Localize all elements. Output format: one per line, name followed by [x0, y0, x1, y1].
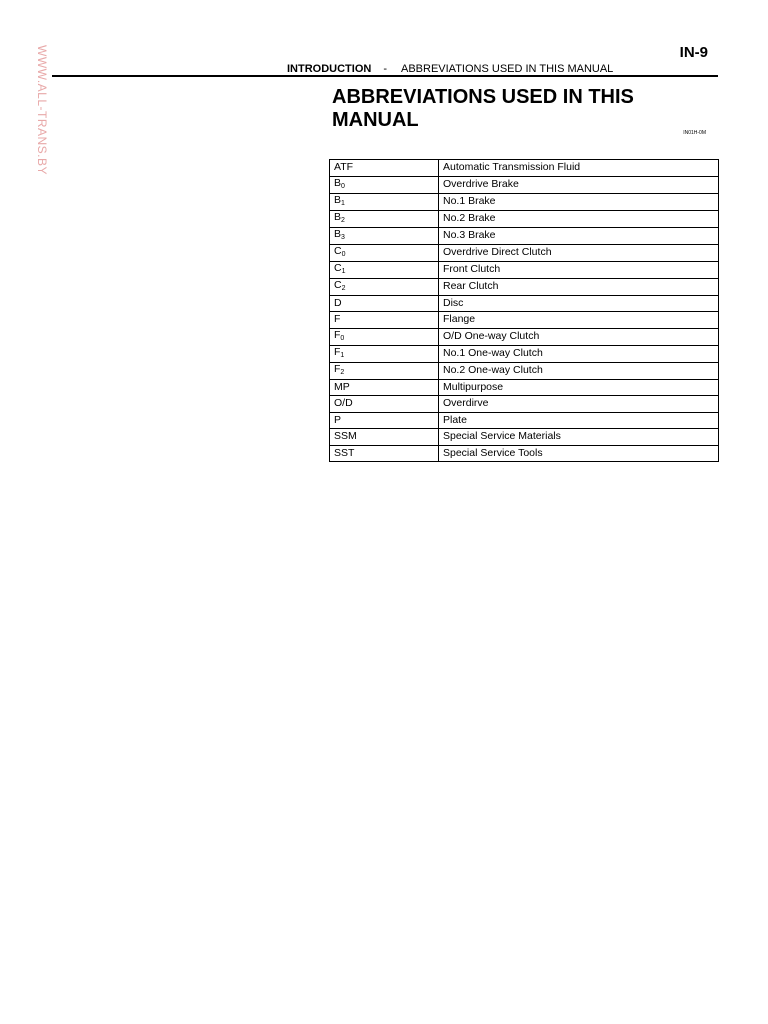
abbreviation-cell — [330, 176, 439, 193]
table-row — [330, 345, 719, 362]
meaning-cell: No.2 One-way Clutch — [439, 362, 719, 379]
abbreviation-subscript: 3 — [341, 233, 345, 241]
reference-code: IN01H-0M — [683, 130, 706, 136]
abbreviation-text: B — [334, 210, 342, 223]
meaning-cell: No.1 Brake — [439, 193, 719, 210]
meaning-cell: Disc — [439, 295, 719, 312]
meaning-cell: Special Service Tools — [439, 445, 719, 462]
header-subsection: ABBREVIATIONS USED IN THIS MANUAL — [401, 63, 614, 75]
abbreviation-text: SSM — [334, 430, 357, 443]
abbreviation-text: F — [334, 328, 341, 341]
meaning-cell: No.2 Brake — [439, 210, 719, 227]
abbreviation-text: C — [334, 261, 342, 274]
abbreviation-text: C — [334, 244, 342, 257]
header-separator: - — [383, 63, 387, 75]
table-row — [330, 227, 719, 244]
table-row — [330, 412, 719, 429]
abbreviation-text: B — [334, 176, 342, 189]
meaning-cell: No.3 Brake — [439, 227, 719, 244]
meaning-cell: Multipurpose — [439, 379, 719, 396]
abbreviation-text: SST — [334, 446, 355, 459]
table-row — [330, 429, 719, 446]
table-row — [330, 176, 719, 193]
abbreviation-text: P — [334, 413, 342, 426]
abbreviation-subscript: 2 — [341, 284, 346, 292]
abbreviations-table-body — [330, 160, 719, 462]
table-row — [330, 244, 719, 261]
abbreviation-text: B — [334, 193, 342, 206]
abbreviation-subscript: 0 — [341, 182, 345, 190]
abbreviation-cell — [330, 278, 439, 295]
table-row — [330, 379, 719, 396]
meaning-cell: Overdrive Brake — [439, 176, 719, 193]
table-row — [330, 445, 719, 462]
meaning-cell: Overdrive Direct Clutch — [439, 244, 719, 261]
abbreviation-cell — [330, 362, 439, 379]
table-row — [330, 396, 719, 413]
abbreviation-cell — [330, 227, 439, 244]
table-row — [330, 312, 719, 329]
table-row — [330, 295, 719, 312]
meaning-cell: Rear Clutch — [439, 278, 719, 295]
table-row — [330, 261, 719, 278]
header-section: INTRODUCTION — [287, 63, 372, 75]
abbreviation-subscript: 0 — [341, 250, 346, 258]
abbreviation-subscript: 2 — [340, 368, 345, 376]
meaning-cell: Overdirve — [439, 396, 719, 413]
abbreviation-cell — [330, 295, 439, 312]
abbreviation-text: C — [334, 278, 342, 291]
abbreviation-cell — [330, 328, 439, 345]
page-title: ABBREVIATIONS USED IN THIS MANUAL — [332, 86, 634, 131]
meaning-cell: Flange — [439, 312, 719, 329]
abbreviation-text: MP — [334, 380, 350, 393]
meaning-cell: O/D One-way Clutch — [439, 328, 719, 345]
table-row — [330, 193, 719, 210]
abbreviation-cell — [330, 345, 439, 362]
abbreviation-text: B — [334, 227, 342, 240]
meaning-cell: Special Service Materials — [439, 429, 719, 446]
table-row — [330, 362, 719, 379]
abbreviation-cell — [330, 312, 439, 329]
abbreviation-text: D — [334, 296, 342, 309]
table-row — [330, 328, 719, 345]
abbreviation-cell — [330, 412, 439, 429]
abbreviation-text: F — [334, 313, 341, 326]
abbreviation-text: ATF — [334, 161, 354, 174]
abbreviation-cell — [330, 210, 439, 227]
meaning-cell: No.1 One-way Clutch — [439, 345, 719, 362]
table-row — [330, 210, 719, 227]
table-row — [330, 278, 719, 295]
abbreviation-subscript: 1 — [341, 267, 346, 275]
abbreviation-text: O/D — [334, 397, 353, 410]
abbreviation-subscript: 1 — [340, 351, 345, 359]
abbreviation-text: F — [334, 345, 341, 358]
running-header — [287, 63, 613, 75]
meaning-cell: Front Clutch — [439, 261, 719, 278]
abbreviation-text: F — [334, 362, 341, 375]
meaning-cell: Automatic Transmission Fluid — [439, 160, 719, 177]
abbreviation-cell — [330, 193, 439, 210]
abbreviation-cell — [330, 429, 439, 446]
abbreviation-cell — [330, 396, 439, 413]
abbreviation-cell — [330, 445, 439, 462]
abbreviation-cell — [330, 160, 439, 177]
abbreviation-cell — [330, 261, 439, 278]
table-row — [330, 160, 719, 177]
meaning-cell: Plate — [439, 412, 719, 429]
abbreviation-subscript: 0 — [340, 334, 345, 342]
abbreviation-subscript: 1 — [341, 199, 345, 207]
abbreviation-subscript: 2 — [341, 216, 345, 224]
abbreviation-cell — [330, 379, 439, 396]
page-number: IN-9 — [679, 44, 708, 61]
abbreviations-table — [329, 159, 719, 462]
watermark: WWW.ALL-TRANS.BY — [35, 45, 49, 176]
abbreviation-cell — [330, 244, 439, 261]
header-rule — [52, 75, 718, 77]
